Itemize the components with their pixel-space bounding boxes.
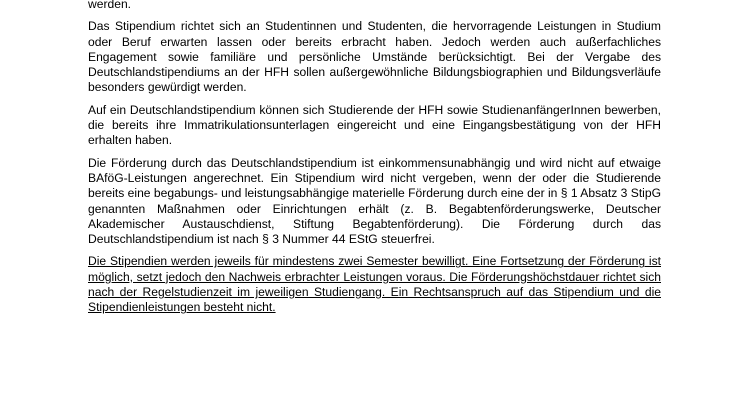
paragraph-duration-underlined: Die Stipendien werden jeweils für mindestens zwei Semester bewilligt. Eine Fortsetzung der Förderung ist möglich, setzt jedoch den Nachweis erbrachter Leistungen voraus. Die Förderungshöchstdauer richtet sich nach der Regelstudienzeit im jeweiligen Studiengang. Ein Rechtsanspruch auf das Stipendium und die Stipendienleistungen besteht nicht. [88, 254, 661, 315]
document-page [88, 0, 661, 323]
paragraph-funding-terms: Die Förderung durch das Deutschlandstipendium ist einkommensunabhängig und wird nicht auf etwaige BAföG-Leistungen angerechnet. Ein Stipendium wird nicht vergeben, wenn der oder die Studierende bereits eine begabungs- und leistungsabhängige materielle Förderung durch eine der in § 1 Absatz 3 StipG genannten Maßnahmen oder Einrichtungen erhält (z. B. Begabtenförderungswerke, Deutscher Akademischer Austauschdienst, Stiftung Begabtenförderung). Die Förderung durch das Deutschlandstipendium ist nach § 3 Nummer 44 EStG steuerfrei. [88, 155, 661, 247]
paragraph-continuation: werden. [88, 0, 132, 11]
paragraph-eligibility: Das Stipendium richtet sich an Studentinnen und Studenten, die hervorragende Leistungen in Studium oder Beruf erwarten lassen oder bereits erbracht haben. Jedoch werden auch außerfachliches Engagement sowie familiäre und persönliche Umstände berücksichtigt. Bei der Vergabe des Deutschlandstipendiums an der HFH sollen außergewöhnliche Bildungsbiographien und Bildungsverläufe besonders gewürdigt werden. [88, 19, 661, 95]
paragraph-applicants: Auf ein Deutschlandstipendium können sich Studierende der HFH sowie StudienanfängerInnen bewerben, die bereits ihre Immatrikulationsunterlagen eingereicht und eine Eingangsbestätigung von der HFH erhalten haben. [88, 102, 661, 148]
